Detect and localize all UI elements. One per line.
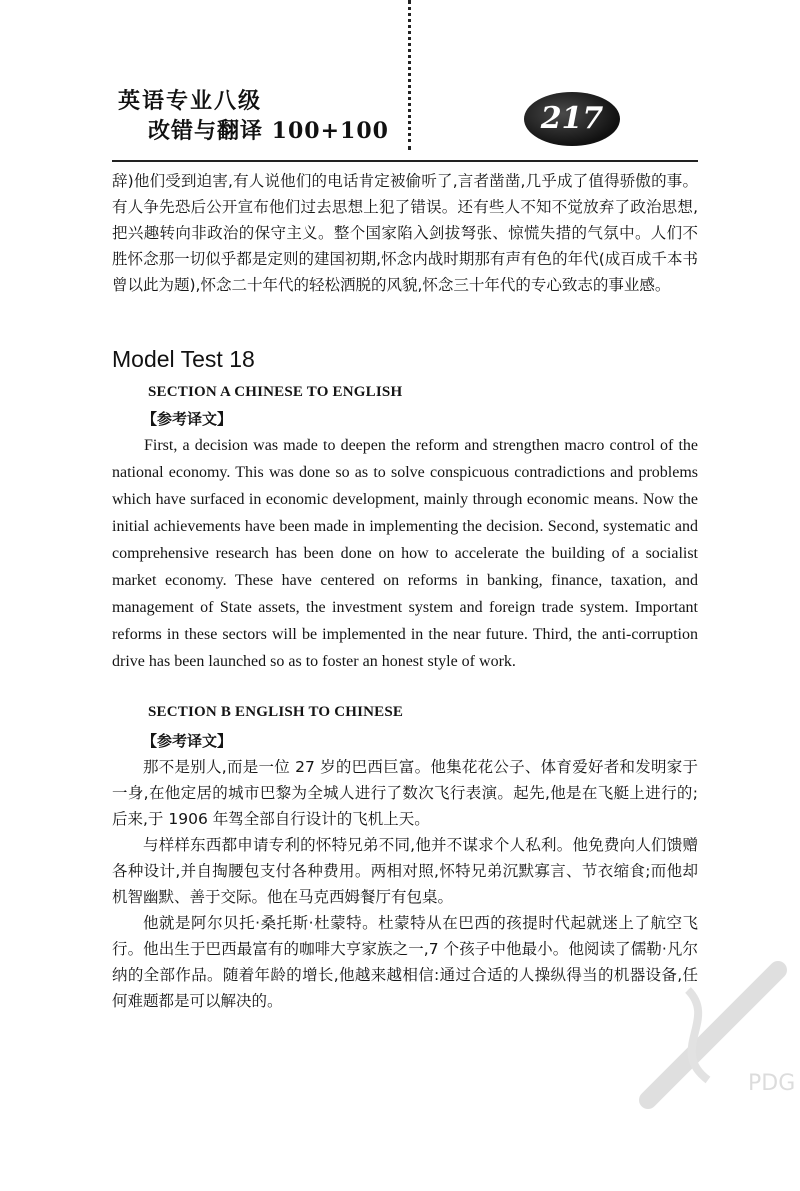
section-a-paragraph: First, a decision was made to deepen the reform and strengthen macro control of the national economy. This was done so as to solve conspicuous contradictions and problems which have surfaced in economic development, mainly through economic means. Now the initial achievements have been made in implementing the decision. Second, systematic and comprehensive research has been done on how to accelerate the building of a socialist market economy. These have centered on reforms in banking, finance, taxation, and management of State assets, the investment system and foreign trade system. Important reforms in these sectors will be implemented in the near future. Third, the anti-corruption drive has been launched so as to foster an honest style of work.: [112, 437, 698, 670]
model-test-title: Model Test 18: [112, 346, 255, 372]
section-b-ref-label: 【参考译文】: [142, 732, 233, 750]
section-a-ref-label: 【参考译文】: [142, 410, 233, 428]
section-b-paragraph-1: 那不是别人,而是一位 27 岁的巴西巨富。他集花花公子、体育爱好者和发明家于一身,在他定居的城市巴黎为全城人进行了数次飞行表演。起先,他是在飞艇上进行的;后来,于 1906 年驾全部自行设计的飞机上天。: [112, 758, 698, 828]
book-title: [118, 86, 418, 146]
continuation-text: [112, 168, 698, 298]
section-b-text: [112, 754, 698, 1014]
page-number-badge: 217: [524, 92, 620, 146]
section-b-paragraph-2: 与样样东西都申请专利的怀特兄弟不同,他并不谋求个人私利。他免费向人们馈赠各种设计,并自掏腰包支付各种费用。两相对照,怀特兄弟沉默寡言、节衣缩食;而他却机智幽默、善于交际。他在马克西姆餐厅有包桌。: [112, 836, 698, 906]
section-a-text: [112, 432, 698, 675]
pdg-watermark-icon: [628, 960, 798, 1110]
header-divider: [112, 160, 698, 162]
book-title-line1: 英语专业八级: [118, 88, 263, 114]
watermark-text: PDG: [748, 1071, 796, 1096]
section-b-heading: SECTION B ENGLISH TO CHINESE: [148, 704, 404, 720]
continuation-paragraph: 辞)他们受到迫害,有人说他们的电话肯定被偷听了,言者凿凿,几乎成了值得骄傲的事。有人争先恐后公开宣布他们过去思想上犯了错误。还有些人不知不觉放弃了政治思想,把兴趣转向非政治的保守主义。整个国家陷入剑拔弩张、惊慌失措的气氛中。人们不胜怀念那一切似乎都是定则的建国初期,怀念内战时期那有声有色的年代(成百成千本书曾以此为题),怀念二十年代的轻松洒脱的风貌,怀念三十年代的专心致志的事业感。: [112, 172, 698, 294]
book-title-line2: 改错与翻译 100+100: [148, 118, 389, 144]
section-b-paragraph-3: 他就是阿尔贝托·桑托斯·杜蒙特。杜蒙特从在巴西的孩提时代起就迷上了航空飞行。他出生于巴西最富有的咖啡大亨家族之一,7 个孩子中他最小。他阅读了儒勒·凡尔纳的全部作品。随着年龄的增长,他越来越相信:通过合适的人操纵得当的机器设备,任何难题都是可以解决的。: [112, 914, 698, 1010]
section-a-heading: SECTION A CHINESE TO ENGLISH: [148, 384, 403, 400]
